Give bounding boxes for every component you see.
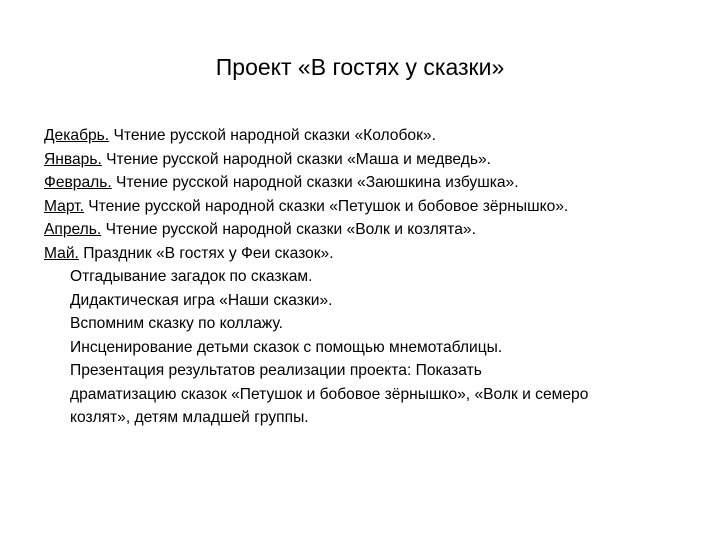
- month-label: Апрель.: [44, 221, 102, 238]
- entry-march: [44, 195, 708, 219]
- month-label: Март.: [44, 197, 84, 215]
- entry-text: Праздник «В гостях у Феи сказок».: [78, 244, 334, 262]
- slide-body: [44, 124, 708, 430]
- slide-title: [0, 52, 720, 82]
- entry-text: Чтение русской народной сказки «Петушок и бобовое зёрнышко».: [83, 197, 569, 215]
- entry-february: [44, 171, 708, 195]
- entry-text: Чтение русской народной сказки «Заюшкина избушка».: [111, 174, 519, 191]
- entry-december: [44, 124, 708, 148]
- slide-title-text: Проект «В гостях у сказки»: [215, 54, 505, 80]
- may-item: Инсценирование детьми сказок с помощью мнемотаблицы.: [70, 338, 503, 356]
- entry-april: [44, 218, 708, 242]
- month-label: Декабрь.: [44, 127, 110, 144]
- month-label: Май.: [44, 244, 79, 262]
- may-item: козлят», детям младшей группы.: [70, 409, 309, 426]
- may-item: драматизацию сказок «Петушок и бобовое зёрнышко», «Волк и семеро: [70, 385, 589, 403]
- month-label: Январь.: [44, 150, 102, 168]
- may-item: Отгадывание загадок по сказкам.: [70, 268, 313, 285]
- entry-text: Чтение русской народной сказки «Волк и козлята».: [101, 221, 476, 238]
- may-item: Вспомним сказку по коллажу.: [70, 315, 283, 332]
- may-item: Дидактическая игра «Наши сказки».: [70, 291, 333, 309]
- entry-text: Чтение русской народной сказки «Маша и медведь».: [101, 150, 491, 168]
- entry-january: [44, 148, 708, 172]
- may-item: Презентация результатов реализации проекта: Показать: [70, 362, 482, 379]
- month-label: Февраль.: [44, 174, 112, 191]
- entry-text: Чтение русской народной сказки «Колобок».: [109, 127, 436, 144]
- entry-may: [44, 242, 708, 266]
